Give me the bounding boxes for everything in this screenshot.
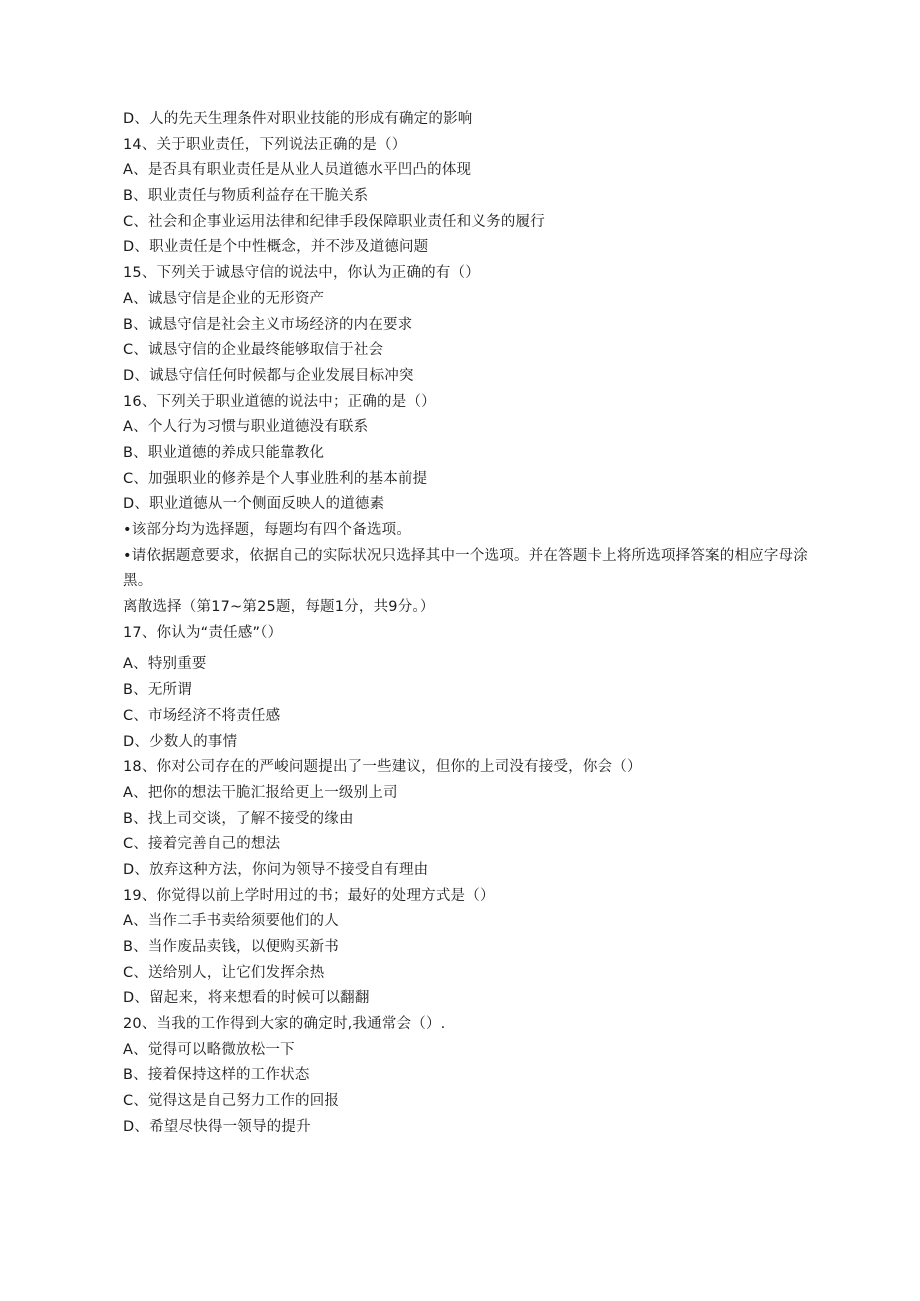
q18-option-a: A、把你的想法干脆汇报给更上一级别上司 <box>123 784 398 801</box>
q16-option-b: B、职业道德的养成只能靠教化 <box>123 444 325 461</box>
q19-question: 19、你觉得以前上学时用过的书；最好的处理方式是（） <box>123 887 495 904</box>
instruction-bullet-1: •该部分均为选择题，每题均有四个备选项。 <box>123 522 412 538</box>
q15-option-d: D、诚恳守信任何时候都与企业发展目标冲突 <box>123 367 414 384</box>
q17-question: 17、你认为“责任感”（） <box>123 624 283 641</box>
q17-option-c: C、市场经济不将责任感 <box>123 707 281 724</box>
document-page <box>123 107 813 1141</box>
q17-option-b: B、无所谓 <box>123 682 192 699</box>
q19-option-b: B、当作废品卖钱，以便购买新书 <box>123 939 339 956</box>
q17-option-d: D、少数人的事情 <box>123 733 238 750</box>
q16-option-c: C、加强职业的修养是个人事业胜利的基本前提 <box>123 470 428 487</box>
q14-option-a: A、是否具有职业责任是从业人员道德水平凹凸的体现 <box>123 162 472 179</box>
q14-question: 14、关于职业责任，下列说法正确的是（） <box>123 136 407 153</box>
q19-option-c: C、送给别人，让它们发挥余热 <box>123 964 325 981</box>
q18-option-d: D、放弃这种方法，你问为领导不接受自有理由 <box>123 861 429 878</box>
q19-option-a: A、当作二手书卖给须要他们的人 <box>123 913 339 930</box>
instruction-bullet-2: •请依据题意要求，依据自己的实际状况只选择其中一个选项。并在答题卡上将所选项择答案的相应字母涂黑。 <box>123 547 808 590</box>
q15-option-b: B、诚恳守信是社会主义市场经济的内在要求 <box>123 316 413 333</box>
q13-option-d: D、人的先天生理条件对职业技能的形成有确定的影响 <box>123 111 473 127</box>
q16-option-a: A、个人行为习惯与职业道德没有联系 <box>123 419 369 436</box>
q18-question: 18、你对公司存在的严峻问题提出了一些建议，但你的上司没有接受，你会（） <box>123 759 642 776</box>
q20-option-c: C、觉得这是自己努力工作的回报 <box>123 1093 340 1110</box>
q18-option-c: C、接着完善自己的想法 <box>123 836 281 853</box>
q15-option-c: C、诚恳守信的企业最终能够取信于社会 <box>123 342 384 359</box>
q15-question: 15、下列关于诚恳守信的说法中，你认为正确的有（） <box>123 265 480 282</box>
q18-option-b: B、找上司交谈，了解不接受的缘由 <box>123 810 354 827</box>
q14-option-d: D、职业责任是个中性概念，并不涉及道德问题 <box>123 239 429 256</box>
section-heading: 离散选择（第17~第25题，每题1分，共9分。） <box>123 599 435 616</box>
q14-option-c: C、社会和企事业运用法律和纪律手段保障职业责任和义务的履行 <box>123 213 545 230</box>
q20-option-d: D、希望尽快得一领导的提升 <box>123 1118 311 1135</box>
q15-option-a: A、诚恳守信是企业的无形资产 <box>123 290 325 307</box>
q16-question: 16、下列关于职业道德的说法中；正确的是（） <box>123 393 436 410</box>
q20-option-a: A、觉得可以略微放松一下 <box>123 1041 295 1058</box>
q17-option-a: A、特别重要 <box>123 656 207 673</box>
q19-option-d: D、留起来，将来想看的时候可以翻翻 <box>123 990 370 1007</box>
q20-option-b: B、接着保持这样的工作状态 <box>123 1067 310 1084</box>
q14-option-b: B、职业责任与物质利益存在干脆关系 <box>123 188 369 205</box>
q20-question: 20、当我的工作得到大家的确定时,我通常会（）. <box>123 1016 446 1033</box>
q16-option-d: D、职业道德从一个侧面反映人的道德素 <box>123 496 385 513</box>
